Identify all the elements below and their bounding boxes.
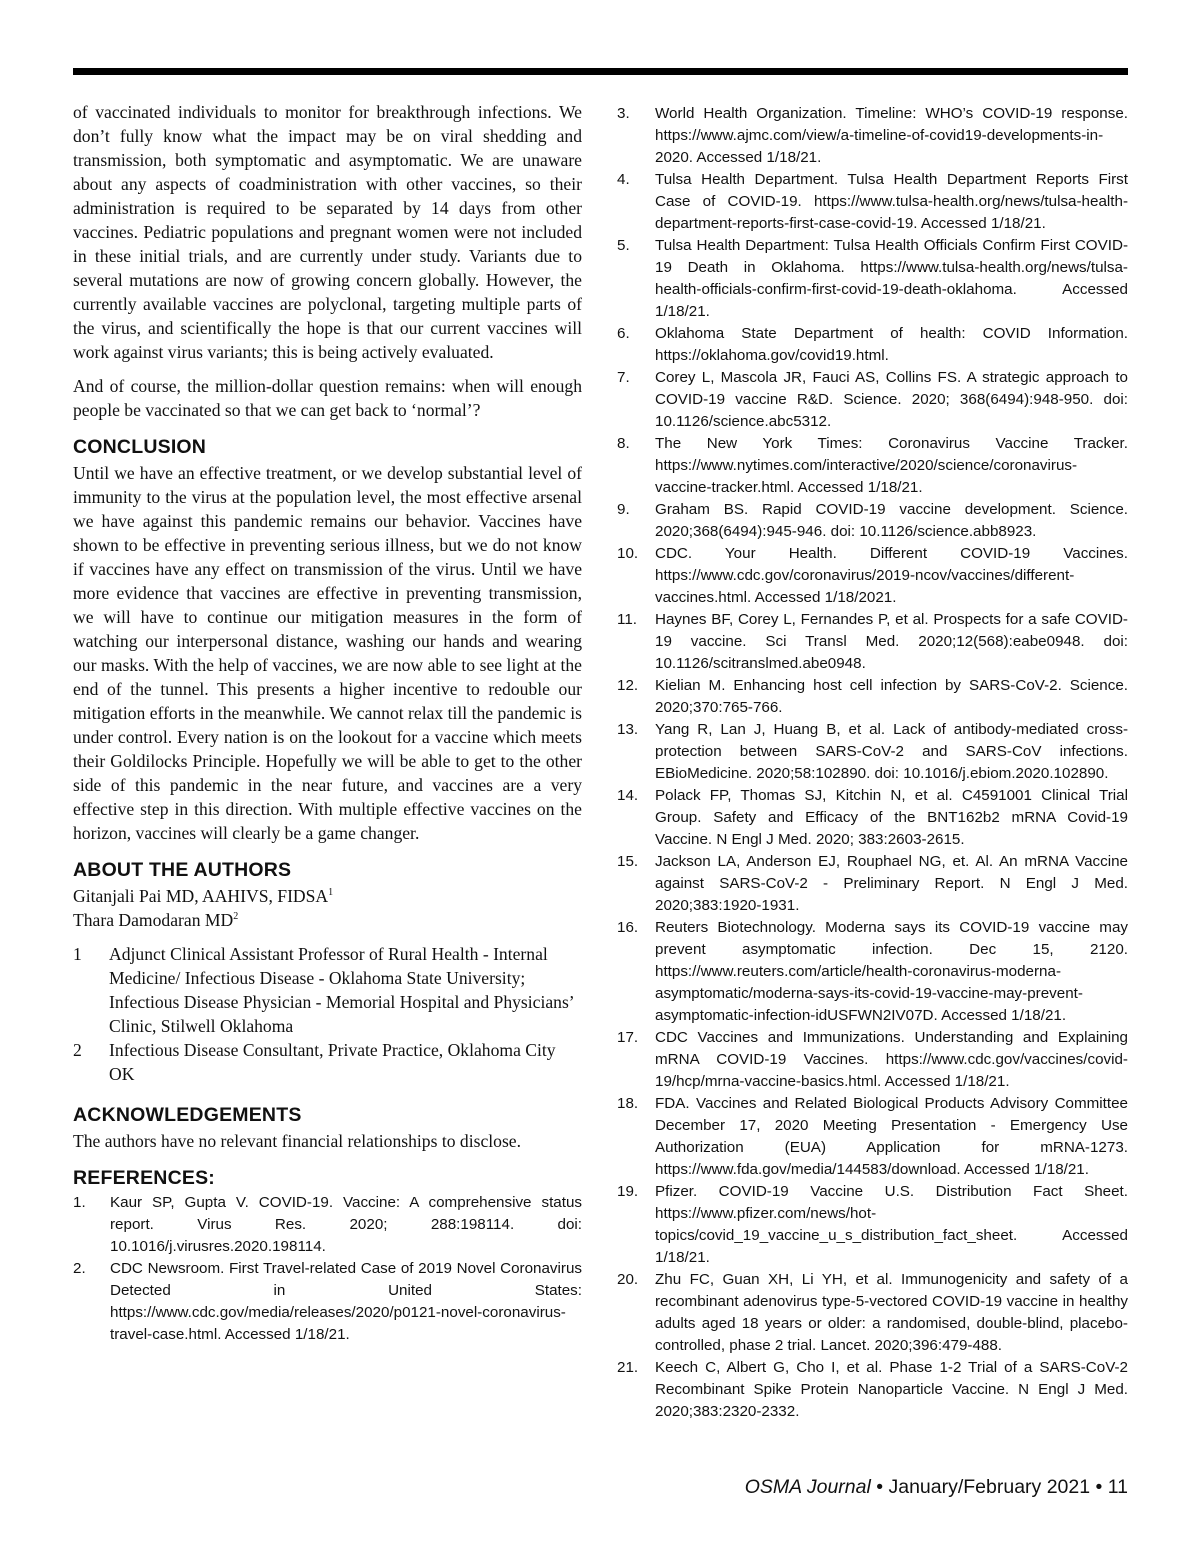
reference-item	[617, 169, 1128, 235]
affiliation-text: Adjunct Clinical Assistant Professor of Rural Health - Internal Medicine/ Infectious Disease - Oklahoma State University; Infectious Disease Physician - Memorial Hospital and Physicians’ Clinic, Stilwell Oklahoma	[109, 944, 574, 1036]
reference-number: 14.	[617, 787, 639, 804]
reference-text: Graham BS. Rapid COVID-19 vaccine development. Science. 2020;368(6494):945-946. doi: 10.1126/science.abb8923.	[655, 501, 1128, 540]
references-heading: REFERENCES:	[73, 1167, 215, 1189]
header-rule	[73, 68, 1128, 75]
reference-item	[73, 1258, 582, 1346]
reference-text: CDC Newsroom. First Travel-related Case of 2019 Novel Coronavirus Detected in United States: https://www.cdc.gov/media/releases/2020/p0121-novel-coronavirus-travel-case.html. Accessed 1/18/21.	[110, 1260, 582, 1343]
reference-item	[617, 917, 1128, 1027]
reference-number: 8.	[617, 435, 630, 452]
reference-item	[617, 609, 1128, 675]
affiliation-number: 1	[73, 944, 82, 964]
affiliation-item	[73, 942, 582, 1038]
reference-item	[617, 1181, 1128, 1269]
reference-number: 15.	[617, 853, 639, 870]
intro-paragraph-1: of vaccinated individuals to monitor for breakthrough infections. We don’t fully know what the impact may be on viral shedding and transmission, both symptomatic and asymptomatic. We are unaware about any aspects of coadministration with other vaccines, so their administration is required to be separated by 14 days from other vaccines. Pediatric populations and pregnant women were not included in these initial trials, and are currently under study. Variants due to several mutations are now of growing concern globally. However, the currently available vaccines are polyclonal, targeting multiple parts of the virus, and scientifically the hope is that our current vaccines will work against virus variants; this is being actively evaluated.	[73, 102, 582, 362]
reference-item	[617, 543, 1128, 609]
reference-item	[617, 235, 1128, 323]
affiliation-number: 2	[73, 1040, 82, 1060]
reference-number: 21.	[617, 1359, 639, 1376]
reference-number: 19.	[617, 1183, 639, 1200]
reference-text: Reuters Biotechnology. Moderna says its COVID-19 vaccine may prevent asymptomatic infection. Dec 15, 2120. https://www.reuters.com/article/health-coronavirus-moderna-asymptomatic/moderna-says-its-covid-19-vaccine-may-prevent-asymptomatic-infection-idUSFWN2IV07D. Accessed 1/18/21.	[655, 919, 1128, 1024]
reference-text: Kielian M. Enhancing host cell infection by SARS-CoV-2. Science. 2020;370:765-766.	[655, 677, 1128, 716]
conclusion-text: Until we have an effective treatment, or we develop substantial level of immunity to the virus at the population level, the most effective arsenal we have against this pandemic remains our behavior. Vaccines have shown to be effective in preventing serious illness, but we do not know if vaccines have any effect on transmission of the virus. Until we have more evidence that vaccines are effective in preventing transmission, we will have to continue our mitigation measures in the form of watching our interpersonal distance, washing our hands and wearing our masks. With the help of vaccines, we are now able to see light at the end of the tunnel. This presents a higher incentive to redouble our mitigation efforts in the meanwhile. We cannot relax till the pandemic is under control. Every nation is on the lookout for a vaccine which meets their Goldilocks Principle. Hopefully we will be able to get to the other side of this pandemic in the near future, and vaccines are a very effective step in this direction. With multiple effective vaccines on the horizon, vaccines will clearly be a game changer.	[73, 463, 582, 843]
left-column	[73, 100, 582, 1346]
reference-number: 9.	[617, 501, 630, 518]
reference-item	[617, 103, 1128, 169]
reference-number: 7.	[617, 369, 630, 386]
reference-item	[617, 1027, 1128, 1093]
reference-number: 17.	[617, 1029, 639, 1046]
references-list-right	[617, 103, 1128, 1423]
reference-item	[617, 1093, 1128, 1181]
reference-text: Tulsa Health Department. Tulsa Health Department Reports First Case of COVID-19. https://www.tulsa-health.org/news/tulsa-health-department-reports-first-case-covid-19. Accessed 1/18/21.	[655, 171, 1128, 232]
affiliation-text: Infectious Disease Consultant, Private Practice, Oklahoma City OK	[109, 1040, 556, 1084]
reference-text: The New York Times: Coronavirus Vaccine Tracker. https://www.nytimes.com/interactive/2020/science/coronavirus-vaccine-tracker.html. Accessed 1/18/21.	[655, 435, 1128, 496]
journal-name: OSMA Journal	[744, 1476, 871, 1498]
reference-text: CDC. Your Health. Different COVID-19 Vaccines. https://www.cdc.gov/coronavirus/2019-ncov/vaccines/different-vaccines.html. Accessed 1/18/2021.	[655, 545, 1128, 606]
reference-text: FDA. Vaccines and Related Biological Products Advisory Committee December 17, 2020 Meeting Presentation - Emergency Use Authorization (EUA) Application for mRNA-1273. https://www.fda.gov/media/144583/download. Accessed 1/18/21.	[655, 1095, 1128, 1178]
reference-item	[617, 1269, 1128, 1357]
page-footer	[745, 1476, 1128, 1499]
reference-item	[617, 367, 1128, 433]
reference-text: Pfizer. COVID-19 Vaccine U.S. Distribution Fact Sheet. https://www.pfizer.com/news/hot-topics/covid_19_vaccine_u_s_distribution_fact_sheet. Accessed 1/18/21.	[655, 1183, 1128, 1266]
intro-paragraph-2: And of course, the million-dollar question remains: when will enough people be vaccinated so that we can get back to ‘normal’?	[73, 376, 582, 420]
reference-item	[617, 499, 1128, 543]
affiliations-list	[73, 942, 582, 1086]
acknowledgements-heading: ACKNOWLEDGEMENTS	[73, 1104, 302, 1126]
reference-text: CDC Vaccines and Immunizations. Understanding and Explaining mRNA COVID-19 Vaccines. https://www.cdc.gov/vaccines/covid-19/hcp/mrna-vaccine-basics.html. Accessed 1/18/21.	[655, 1029, 1128, 1090]
reference-number: 1.	[73, 1194, 86, 1211]
reference-number: 10.	[617, 545, 639, 562]
reference-number: 2.	[73, 1260, 86, 1277]
issue-info: • January/February 2021 • 11	[870, 1476, 1128, 1498]
author-1: Gitanjali Pai MD, AAHIVS, FIDSA$^1$	[73, 886, 334, 906]
reference-number: 4.	[617, 171, 630, 188]
reference-text: Keech C, Albert G, Cho I, et al. Phase 1-2 Trial of a SARS-CoV-2 Recombinant Spike Protein Nanoparticle Vaccine. N Engl J Med. 2020;383:2320-2332.	[655, 1359, 1128, 1420]
reference-text: Haynes BF, Corey L, Fernandes P, et al. Prospects for a safe COVID-19 vaccine. Sci Transl Med. 2020;12(568):eabe0948. doi: 10.1126/scitranslmed.abe0948.	[655, 611, 1128, 672]
reference-number: 11.	[617, 611, 637, 628]
reference-item	[73, 1192, 582, 1258]
reference-item	[617, 719, 1128, 785]
references-list-left	[73, 1192, 582, 1346]
reference-text: Oklahoma State Department of health: COVID Information. https://oklahoma.gov/covid19.html.	[655, 325, 1128, 364]
reference-text: Zhu FC, Guan XH, Li YH, et al. Immunogenicity and safety of a recombinant adenovirus type-5-vectored COVID-19 vaccine in healthy adults aged 18 years or older: a randomised, double-blind, placebo-controlled, phase 2 trial. Lancet. 2020;396:479-488.	[655, 1271, 1128, 1354]
reference-number: 20.	[617, 1271, 639, 1288]
acknowledgements-text: The authors have no relevant financial relationships to disclose.	[73, 1131, 522, 1151]
reference-item	[617, 433, 1128, 499]
reference-text: World Health Organization. Timeline: WHO’s COVID-19 response. https://www.ajmc.com/view/a-timeline-of-covid19-developments-in-2020. Accessed 1/18/21.	[655, 105, 1128, 166]
reference-number: 16.	[617, 919, 639, 936]
reference-number: 6.	[617, 325, 630, 342]
reference-text: Kaur SP, Gupta V. COVID-19. Vaccine: A comprehensive status report. Virus Res. 2020; 288:198114. doi: 10.1016/j.virusres.2020.198114.	[110, 1194, 582, 1255]
reference-item	[617, 323, 1128, 367]
right-column	[617, 103, 1128, 1423]
affiliation-item	[73, 1038, 582, 1086]
reference-text: Yang R, Lan J, Huang B, et al. Lack of antibody-mediated cross-protection between SARS-CoV-2 and SARS-CoV infections. EBioMedicine. 2020;58:102890. doi: 10.1016/j.ebiom.2020.102890.	[655, 721, 1128, 782]
conclusion-heading: CONCLUSION	[73, 436, 207, 458]
reference-item	[617, 675, 1128, 719]
reference-number: 5.	[617, 237, 630, 254]
reference-number: 18.	[617, 1095, 639, 1112]
author-2: Thara Damodaran $MD^2$	[73, 910, 239, 930]
reference-number: 3.	[617, 105, 630, 122]
about-authors-heading: ABOUT THE AUTHORS	[73, 859, 292, 881]
author-list	[73, 884, 582, 932]
reference-number: 12.	[617, 677, 639, 694]
reference-item	[617, 851, 1128, 917]
reference-text: Tulsa Health Department: Tulsa Health Officials Confirm First COVID-19 Death in Oklahoma. https://www.tulsa-health.org/news/tulsa-health-officials-confirm-first-covid-19-death-oklahoma. Accessed 1/18/21.	[655, 237, 1128, 320]
reference-text: Polack FP, Thomas SJ, Kitchin N, et al. C4591001 Clinical Trial Group. Safety and Efficacy of the BNT162b2 mRNA Covid-19 Vaccine. N Engl J Med. 2020; 383:2603-2615.	[655, 787, 1128, 848]
reference-number: 13.	[617, 721, 639, 738]
reference-text: Corey L, Mascola JR, Fauci AS, Collins FS. A strategic approach to COVID-19 vaccine R&D. Science. 2020; 368(6494):948-950. doi: 10.1126/science.abc5312.	[655, 369, 1128, 430]
reference-item	[617, 785, 1128, 851]
reference-item	[617, 1357, 1128, 1423]
reference-text: Jackson LA, Anderson EJ, Rouphael NG, et. Al. An mRNA Vaccine against SARS-CoV-2 - Preliminary Report. N Engl J Med. 2020;383:1920-1931.	[655, 853, 1128, 914]
